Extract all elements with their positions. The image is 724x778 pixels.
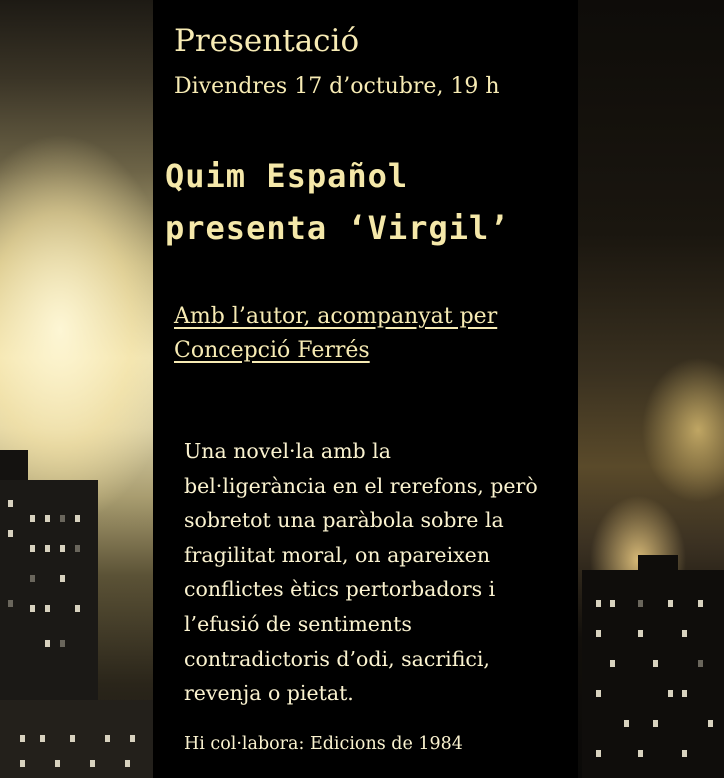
description-line: Una novel·la amb la <box>184 439 391 463</box>
event-headline <box>165 150 510 254</box>
description-line: contradictoris d’odi, sacrifici, <box>184 646 490 671</box>
background-photo-right <box>578 0 724 778</box>
author-link[interactable] <box>174 300 564 368</box>
collaboration-credit: Hi col·labora: Edicions de 1984 <box>184 734 463 754</box>
event-heading: Presentació <box>174 23 360 59</box>
description-line: bel·ligerància en el rerefons, però <box>184 473 538 498</box>
headline-line: Quim Español <box>165 157 409 195</box>
event-date-time: Divendres 17 d’octubre, 19 h <box>174 74 500 99</box>
poster-panel <box>153 0 578 778</box>
description-line: conflictes ètics pertorbadors i <box>184 577 496 602</box>
description-line: revenja o pietat. <box>184 681 354 706</box>
description-line: l’efusió de sentiments <box>184 611 412 636</box>
background-photo-left <box>0 0 153 778</box>
headline-line: presenta ‘Virgil’ <box>165 209 510 247</box>
author-link-line: Amb l’autor, acompanyat per <box>174 304 498 329</box>
author-link-line: Concepció Ferrés <box>174 338 370 363</box>
description-line: sobretot una paràbola sobre la <box>184 508 504 533</box>
event-description <box>184 434 574 711</box>
building-right-roof <box>638 555 678 575</box>
description-line: fragilitat moral, on apareixen <box>184 542 491 567</box>
